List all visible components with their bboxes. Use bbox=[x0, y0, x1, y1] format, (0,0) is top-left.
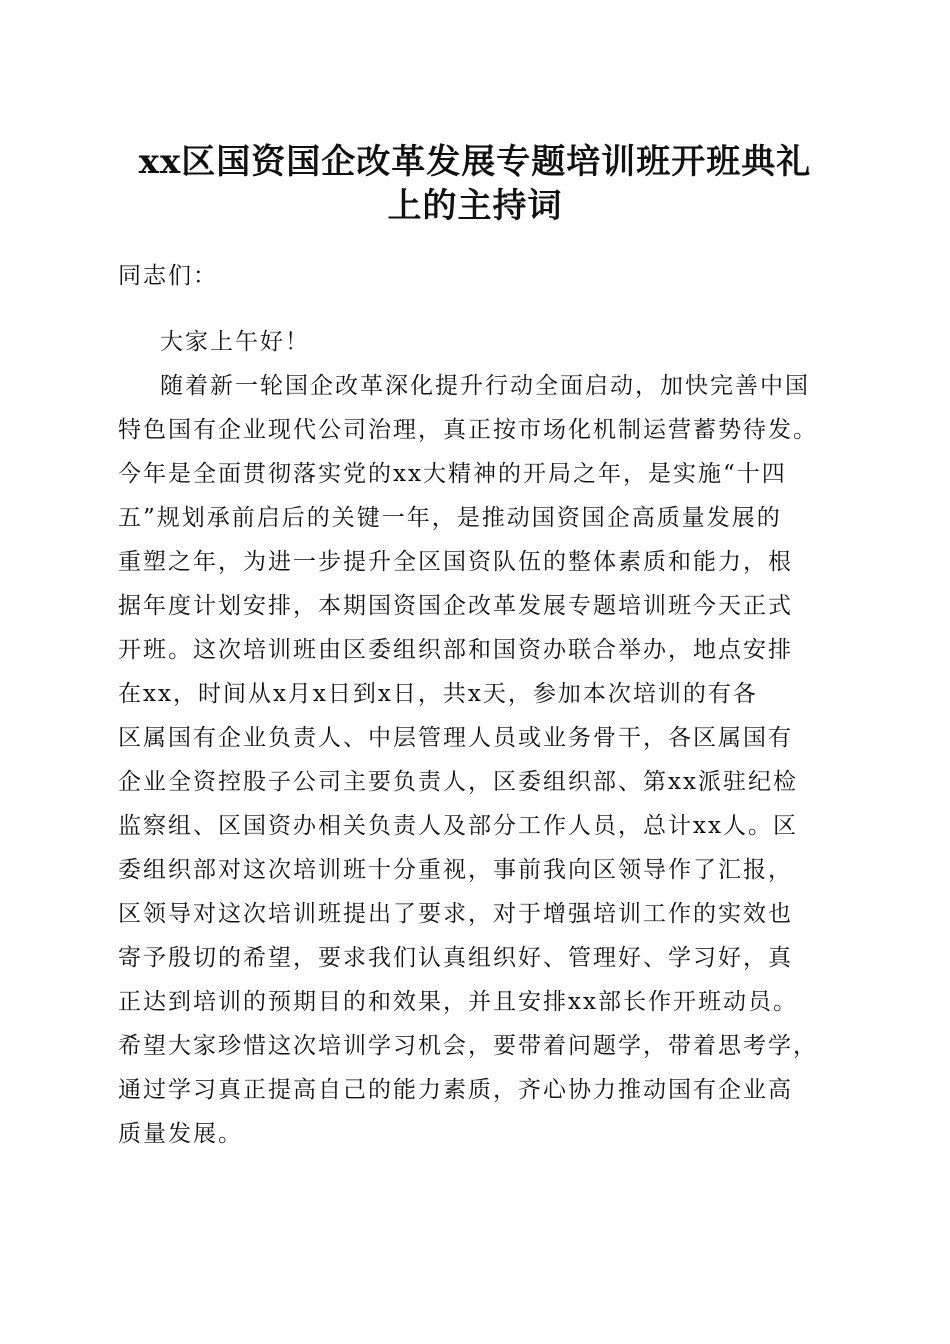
body-line: 在xx，时间从x月x日到x日，共x天，参加本次培训的有各 bbox=[118, 681, 758, 707]
body-line: 特色国有企业现代公司治理，真正按市场化机制运营蓄势待发。 bbox=[118, 417, 818, 443]
salutation: 同志们： bbox=[118, 263, 218, 289]
body-line: 委组织部对这次培训班十分重视，事前我向区领导作了汇报， bbox=[118, 857, 793, 883]
body-line: 今年是全面贯彻落实党的xx大精神的开局之年，是实施“十四 bbox=[118, 461, 787, 487]
body-line: 据年度计划安排，本期国资国企改革发展专题培训班今天正式 bbox=[118, 593, 793, 619]
body-line: 质量发展。 bbox=[118, 1121, 243, 1147]
body-line: 正达到培训的预期目的和效果，并且安排xx部长作开班动员。 bbox=[118, 989, 798, 1015]
body-line: 寄予殷切的希望，要求我们认真组织好、管理好、学习好，真 bbox=[118, 945, 793, 971]
body-line: 企业全资控股子公司主要负责人，区委组织部、第xx派驻纪检 bbox=[118, 769, 798, 795]
body-line: 开班。这次培训班由区委组织部和国资办联合举办，地点安排 bbox=[118, 637, 793, 663]
body-line: 区领导对这次培训班提出了要求，对于增强培训工作的实效也 bbox=[118, 901, 793, 927]
body-line: 监察组、区国资办相关负责人及部分工作人员，总计xx人。区 bbox=[118, 813, 798, 839]
body-line: 重塑之年，为进一步提升全区国资队伍的整体素质和能力，根 bbox=[118, 549, 793, 575]
document-title-line-1: xx区国资国企改革发展专题培训班开班典礼 bbox=[138, 142, 812, 182]
body-line: 区属国有企业负责人、中层管理人员或业务骨干，各区属国有 bbox=[118, 725, 793, 751]
document-title-line-2: 上的主持词 bbox=[387, 186, 563, 226]
body-line: 希望大家珍惜这次培训学习机会，要带着问题学，带着思考学， bbox=[118, 1033, 818, 1059]
greeting: 大家上午好！ bbox=[160, 329, 310, 355]
body-line: 随着新一轮国企改革深化提升行动全面启动，加快完善中国 bbox=[160, 373, 810, 399]
body-line: 五”规划承前启后的关键一年，是推动国资国企高质量发展的 bbox=[118, 505, 782, 531]
body-line: 通过学习真正提高自己的能力素质，齐心协力推动国有企业高 bbox=[118, 1077, 793, 1103]
